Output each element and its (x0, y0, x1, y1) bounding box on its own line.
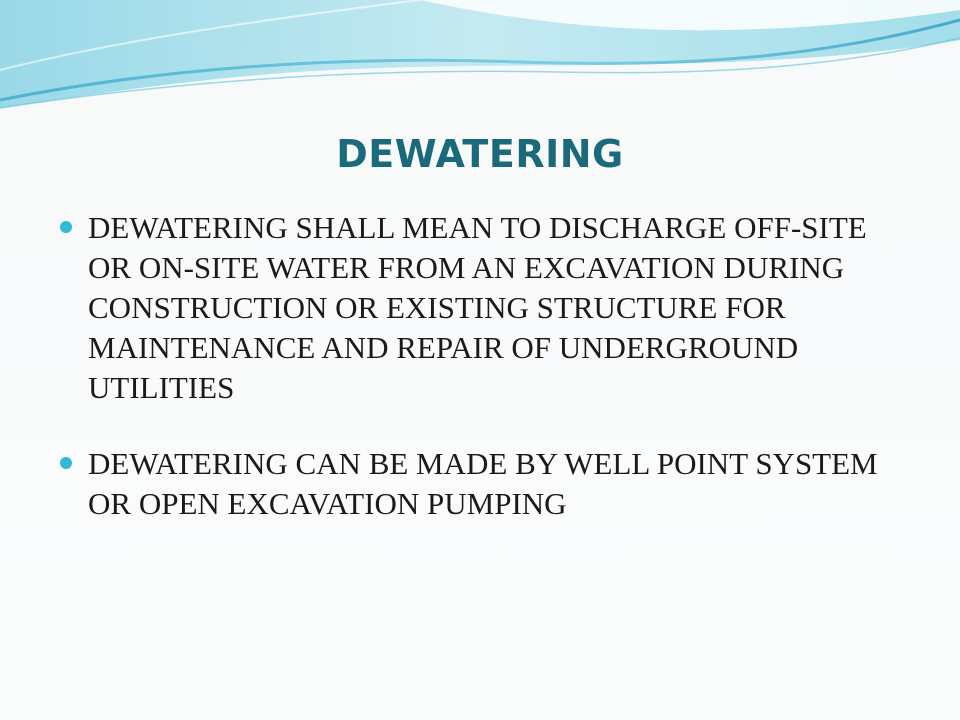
bullet-item (60, 444, 900, 524)
slide-title: DEWATERING (336, 132, 624, 176)
bullet-item (60, 208, 900, 408)
bullet-text: DEWATERING SHALL MEAN TO DISCHARGE OFF-SITE OR ON-SITE WATER FROM AN EXCAVATION DURING CONSTRUCTION OR EXISTING STRUCTURE FOR MAINTENANCE AND REPAIR OF UNDERGROUND UTILITIES (88, 210, 867, 405)
bullet-marker-icon (60, 457, 72, 469)
header-wave-decoration (0, 0, 960, 110)
bullet-marker-icon (60, 221, 72, 233)
bullet-list (60, 208, 900, 560)
bullet-text: DEWATERING CAN BE MADE BY WELL POINT SYSTEM OR OPEN EXCAVATION PUMPING (88, 446, 878, 521)
